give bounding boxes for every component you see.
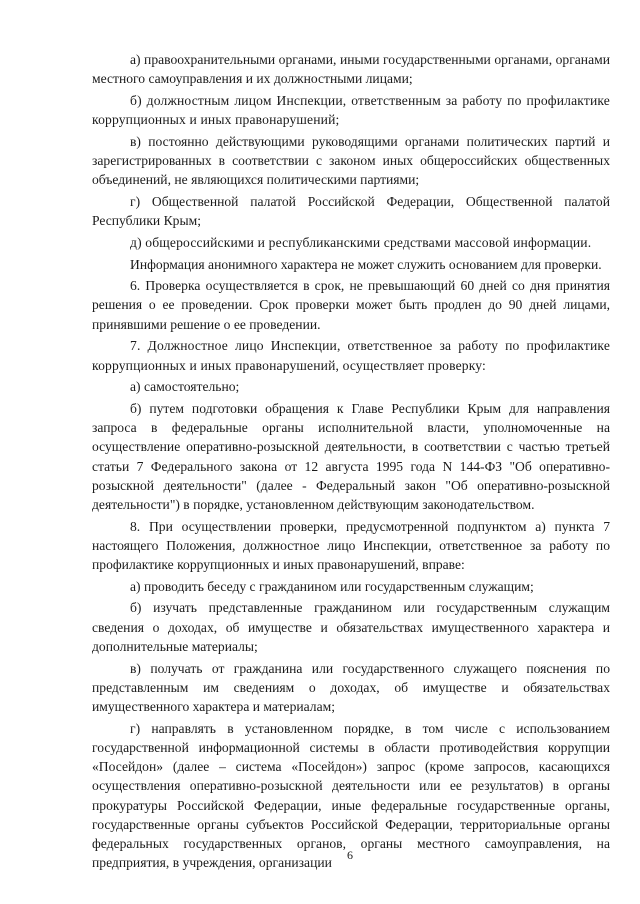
- paragraph-8a-conversation: а) проводить беседу с гражданином или государственным служащим;: [130, 578, 534, 594]
- paragraph-d-mass-media: д) общероссийскими и республиканскими средствами массовой информации.: [130, 234, 592, 250]
- paragraph-b-inspection-official: б) должностным лицом Инспекции, ответственным за работу по профилактике коррупционных и иных правонарушений;: [92, 92, 610, 128]
- paragraph-8-official-rights: 8. При осуществлении проверки, предусмотренной подпунктом а) пункта 7 настоящего Положения, должностное лицо Инспекции, ответственное за работу по профилактике коррупционных и иных правонарушений, вправе:: [92, 518, 610, 573]
- paragraph-g-public-chamber: г) Общественной палатой Российской Федерации, Общественной палатой Республики Крым;: [92, 193, 610, 229]
- paragraph-8b-study-information: б) изучать представленные гражданином или государственным служащим сведения о доходах, об имуществе и обязательствах имущественного характера и дополнительные материалы;: [92, 600, 610, 654]
- paragraph-8v-get-explanations: в) получать от гражданина или государственного служащего пояснения по представленным им сведениям о доходах, об имуществе и обязательствах имущественного характера и материалам;: [92, 660, 610, 714]
- paragraph-7a-independently: а) самостоятельно;: [130, 379, 240, 395]
- paragraph-7b-request-via-head: б) путем подготовки обращения к Главе Республики Крым для направления запроса в федеральные органы исполнительной власти, уполномоченные на осуществление оперативно-розыскной деятельности, в соответствии с частью третьей статьи 7 Федерального закона от 12 августа 1995 года N 144-ФЗ "Об оперативно-розыскной деятельности" (далее - Федеральный закон "Об оперативно-розыскной деятельности") в порядке, установленном действующим законодательством.: [92, 400, 610, 512]
- paragraph-a-law-enforcement: а) правоохранительными органами, иными государственными органами, органами местного самоуправления и их должностными лицами;: [92, 52, 610, 87]
- paragraph-anonymous-information: Информация анонимного характера не может служить основанием для проверки.: [130, 256, 602, 272]
- paragraph-7-official-conducts-check: 7. Должностное лицо Инспекции, ответственное за работу по профилактике коррупционных и иных правонарушений, осуществляет проверку:: [92, 338, 610, 373]
- document-body: [92, 50, 610, 872]
- paragraph-6-check-period: 6. Проверка осуществляется в срок, не превышающий 60 дней со дня принятия решения о ее проведении. Срок проверки может быть продлен до 90 дней лицами, принявшими решение о ее проведении.: [92, 278, 610, 332]
- paragraph-v-political-parties: в) постоянно действующими руководящими органами политических партий и зарегистрированных в соответствии с законом иных общероссийских общественных объединений, не являющихся политическими партиями;: [92, 133, 610, 188]
- page-number: 6: [347, 848, 353, 862]
- paragraph-8g-send-requests: г) направлять в установленном порядке, в том числе с использованием государственной информационной системы в области противодействия коррупции «Посейдон» (далее – система «Посейдон») запрос (кроме запросов, касающихся осуществления оперативно-розыскной деятельности или ее результатов) в органы прокуратуры Российской Федерации, иные федеральные государственные органы, государственные органы субъектов Российской Федерации, территориальные органы федеральных государственных органов, органы местного самоуправления, на предприятия, в учреждения, организации: [92, 720, 610, 871]
